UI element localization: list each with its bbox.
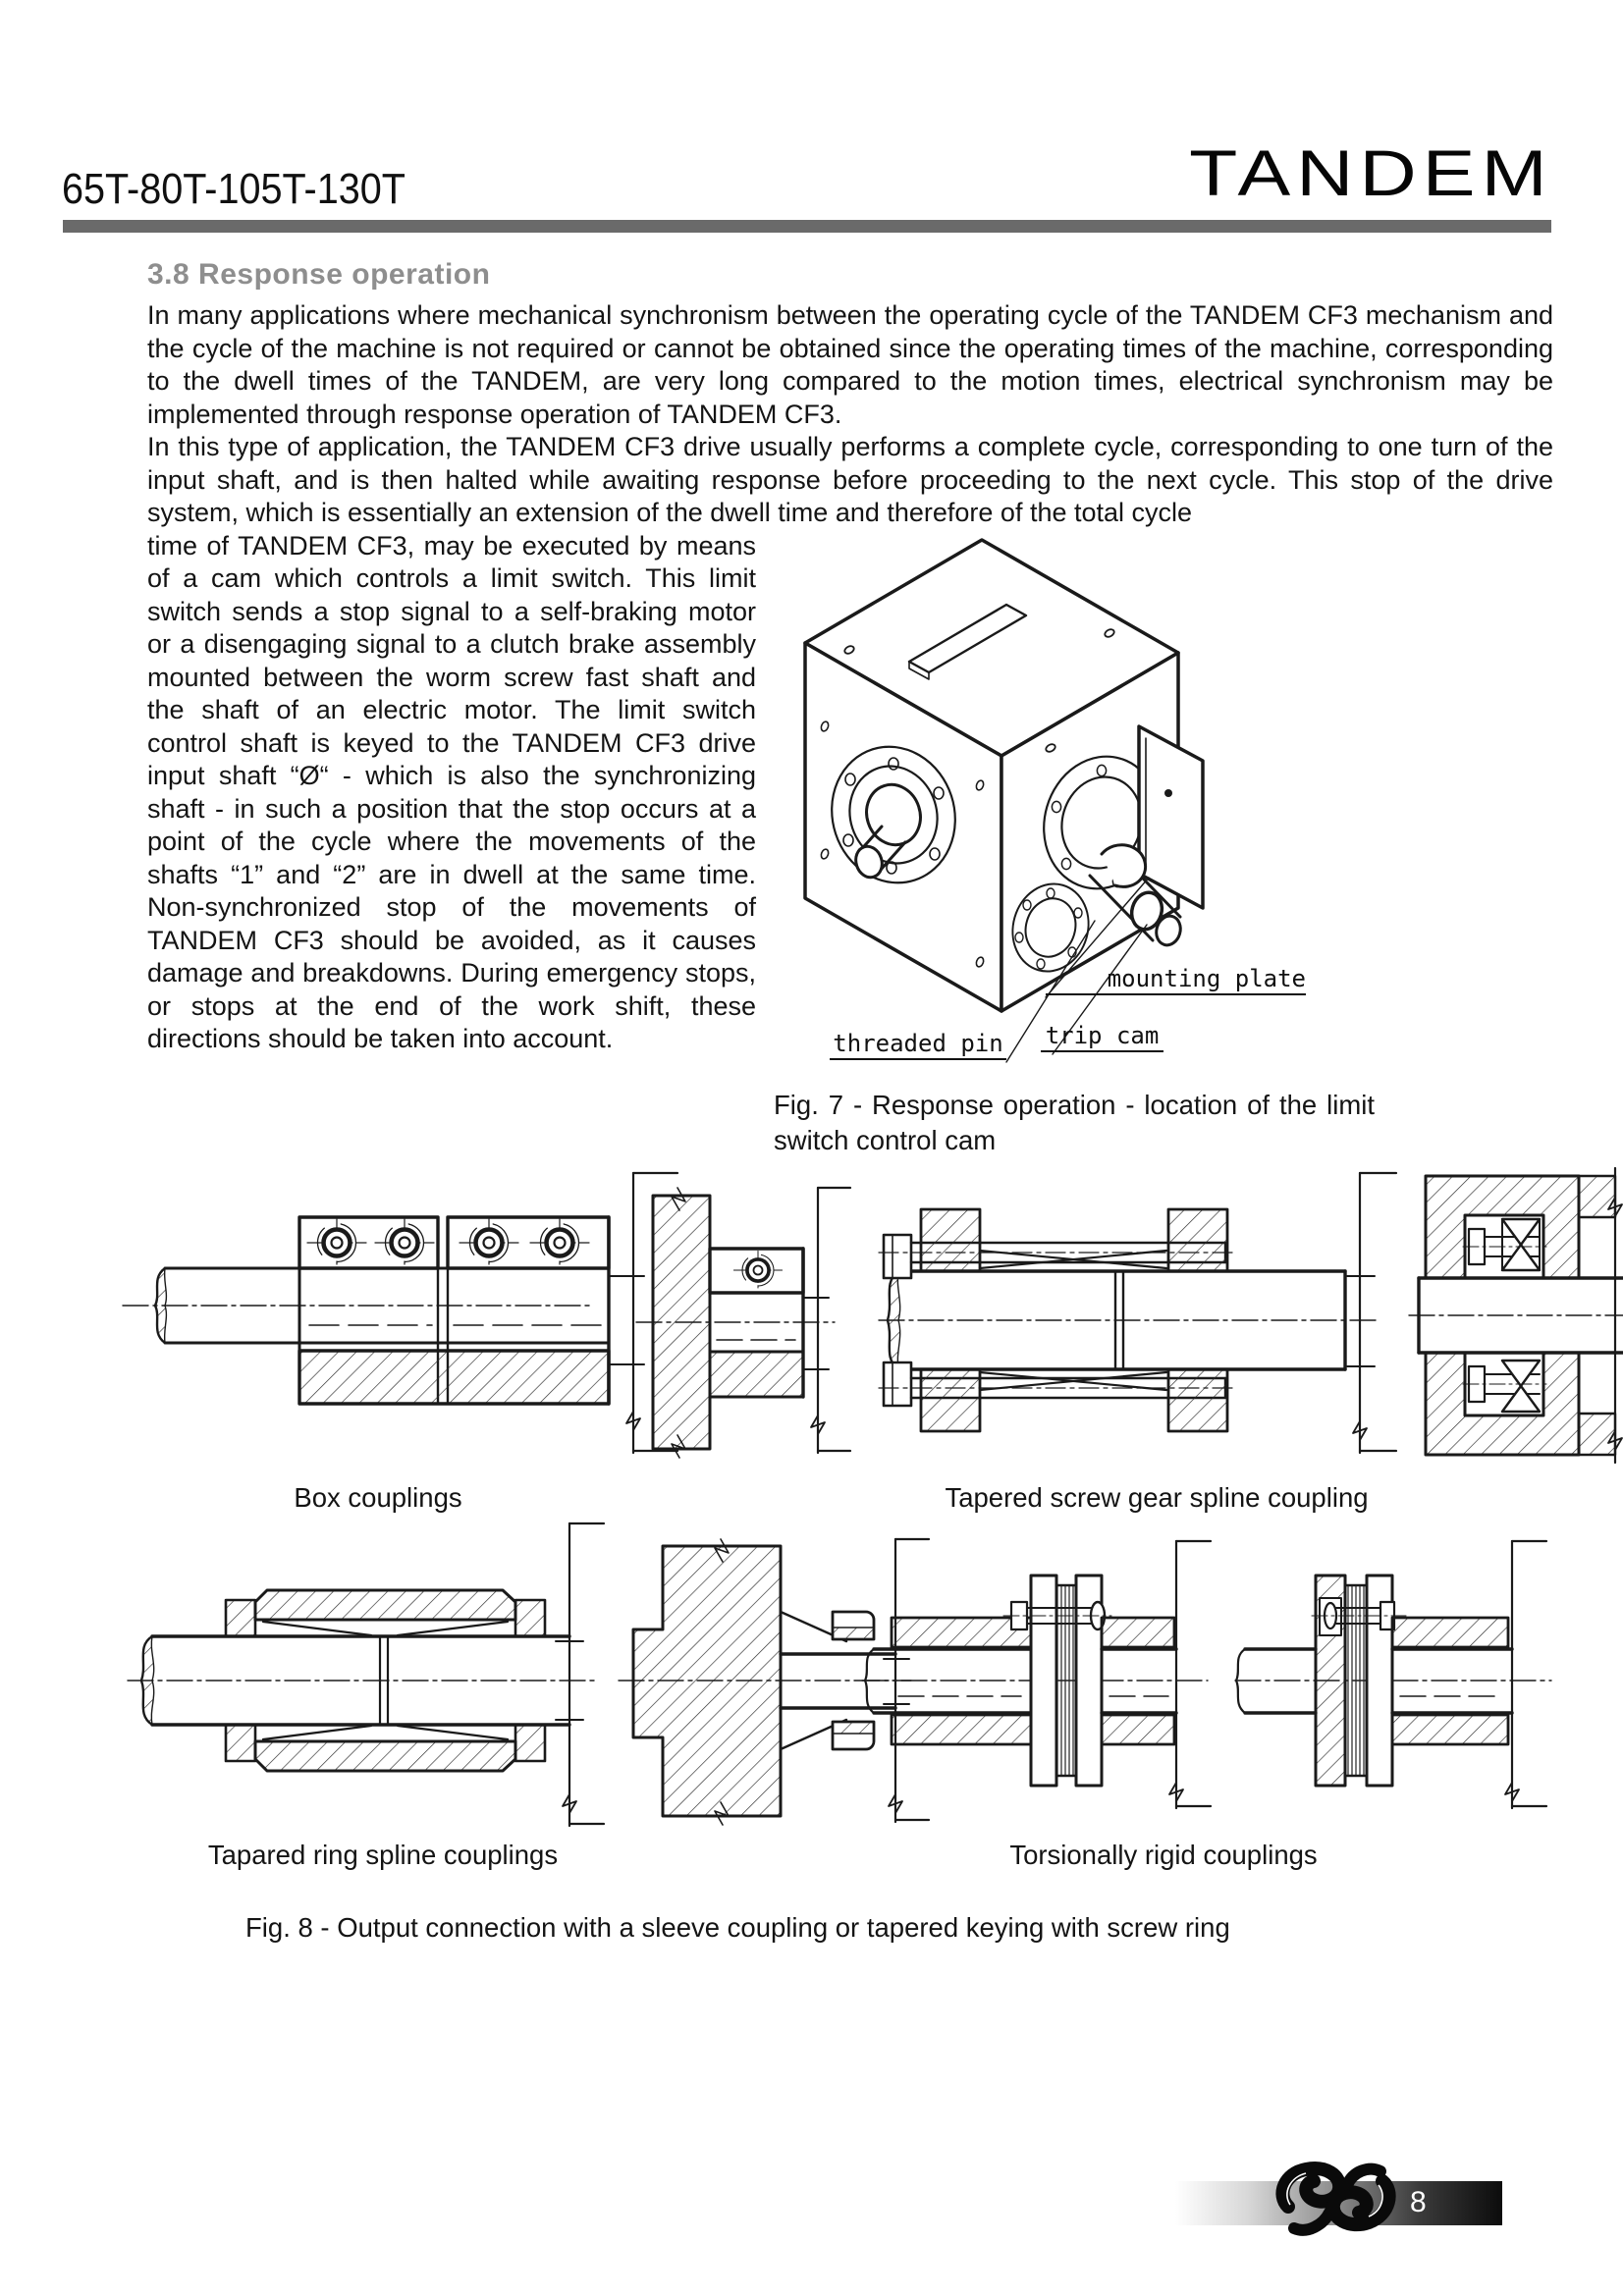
section-heading: 3.8 Response operation [147,258,491,291]
paragraph-2-wrap-section [147,530,1553,1155]
tapered-screw-caption: Tapered screw gear spline coupling [945,1482,1369,1513]
page-number: 8 [1410,2186,1428,2218]
torsionally-rigid-caption: Torsionally rigid couplings [1009,1840,1318,1870]
paragraph-2-wrapped-text: time of TANDEM CF3, may be executed by means of a cam which controls a limit switch. This limit switch sends a stop signal to a self-braking motor or a disengaging signal to a clutch brake assembly mounted between the worm screw fast shaft and the shaft of an electric motor. The limit switch control shaft is keyed to the TANDEM CF3 drive input shaft “Ø“ - which is also the synchronizing shaft - in such a position that the stop occurs at a point of the cycle where the movements of the shafts “1” and “2” are in dwell at the same time. Non-synchronized stop of the movements of TANDEM CF3 should be avoided, as it causes damage and breakdowns. During emergency stops, or stops at the end of the work shift, these directions should be taken into account. [147,530,756,1053]
fig7-isometric-gearbox-drawing [756,530,1553,1080]
fig8-coupling-drawings [98,1158,1623,1914]
trip-cam-label: trip cam [1041,1021,1163,1052]
spline-gear-coupling-drawing [1409,1168,1623,1463]
paragraph-2-full-width: In this type of application, the TANDEM CF3 drive usually performs a complete cycle, corresponding to one turn of the input shaft, and is then halted while awaiting response before proceeding to the next cycle. This stop of the drive system, which is essentially an extension of the dwell time and therefore of the total cycle [147,432,1553,527]
fig8-caption: Fig. 8 - Output connection with a sleeve coupling or tapered keying with screw ring [245,1912,1230,1943]
gearbox-housing [805,540,1178,1011]
tapered-ring-coupling-drawing [128,1523,604,1826]
wall-tapered-coupling-drawing [619,1539,929,1825]
wall-box-coupling-drawing [636,1188,850,1458]
header-rule [63,220,1551,233]
threaded-pin-label: threaded pin [830,1029,1006,1060]
box-couplings-caption: Box couplings [294,1482,462,1513]
tapered-ring-caption: Tapared ring spline couplings [207,1840,559,1870]
section-3-8 [147,258,1553,1158]
knot-logo-icon [1274,2156,1402,2246]
header-model-code: 65T-80T-105T-130T [62,165,406,213]
brand-logo-text: TANDEM [1189,136,1553,209]
tapered-screw-coupling-drawing [879,1173,1396,1453]
box-coupling-drawing [123,1173,677,1453]
mounting-plate-label: mounting plate [1046,964,1306,995]
torsionally-rigid-coupling-1-drawing [862,1541,1211,1808]
torsionally-rigid-coupling-2-drawing [1235,1541,1551,1808]
figure-7 [756,530,1553,1158]
fig7-caption: Fig. 7 - Response operation - location of the limit switch control cam [774,1089,1375,1155]
paragraph-1: In many applications where mechanical synchronism between the operating cycle of the TANDEM CF3 mechanism and the cycle of the machine is not required or cannot be obtained since the operating times of the machine, corresponding to the dwell times of the TANDEM, are very long compared to the motion times, electrical synchronism may be implemented through response operation of TANDEM CF3. [147,300,1553,429]
